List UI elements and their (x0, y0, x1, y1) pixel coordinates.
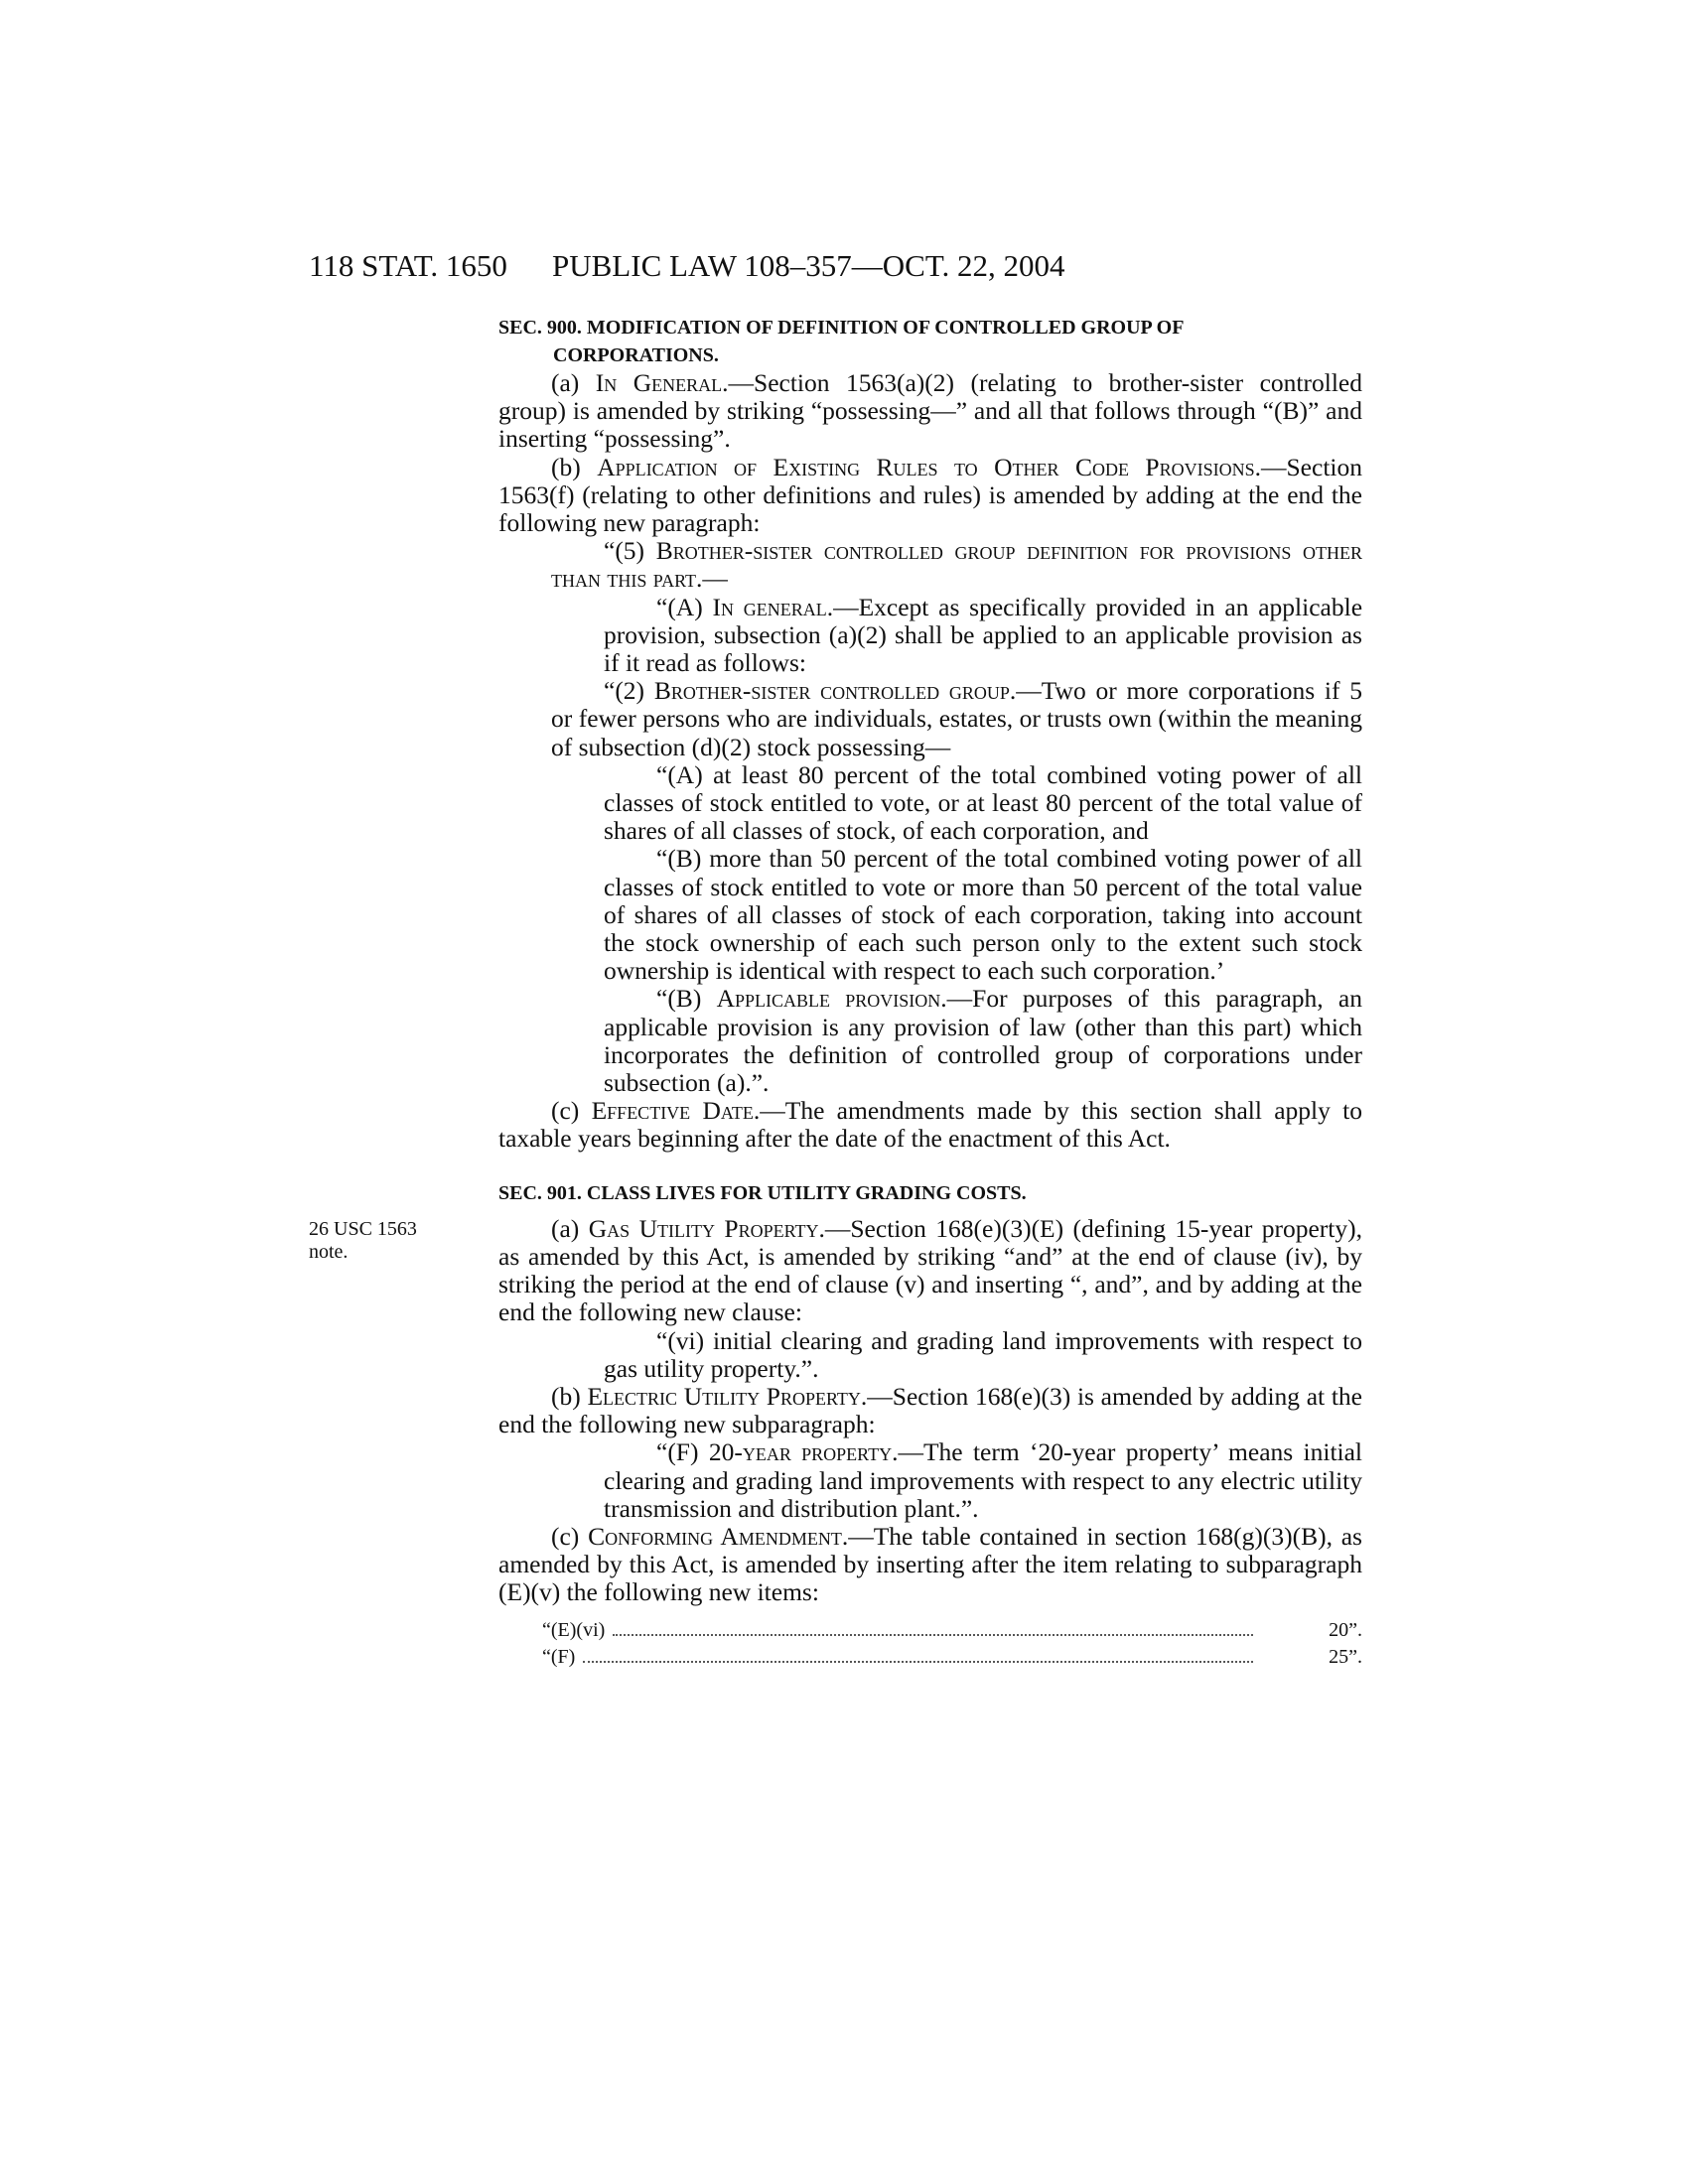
table-row (498, 1644, 1362, 1671)
sec900-quoted-paragraph-2 (498, 677, 1362, 761)
text: .—For purposes of this paragraph, an applicable provision is any provision of law (other than this part) which incorporates the definition of controlled group of corporations under subsection (a).”. (604, 984, 1362, 1098)
text: .—Section 168(e)(3)(E) (defining 15-year property), as amended by this Act, is amended by striking “and” at the end of clause (iv), by striking the period at the end of clause (v) and inserting “, and”, and by adding at the end the following new clause: (498, 1213, 1362, 1327)
class-life-table (498, 1617, 1362, 1671)
sec901-subsection-c (498, 1523, 1362, 1607)
sec900-subsection-c (498, 1097, 1362, 1153)
caption: Applicable provision (716, 984, 941, 1014)
sec900-subparagraph-B (498, 985, 1362, 1097)
stat-page-number: 118 STAT. 1650 (309, 248, 507, 283)
caption: In general (712, 592, 827, 621)
label: (c) (551, 1521, 589, 1551)
leader-dots (613, 1633, 1253, 1636)
running-head: PUBLIC LAW 108–357—OCT. 22, 2004 (552, 248, 1065, 283)
text: .—Two or more corporations if 5 or fewer persons who are individuals, estates, or trusts own (within the meaning of subsection (d)(2) stock possessing— (551, 676, 1362, 761)
caption: Gas Utility Property (588, 1213, 819, 1243)
caption: Brother-sister controlled group (653, 676, 1010, 706)
label: “(A) (656, 592, 713, 621)
caption: Conforming Amendment (588, 1521, 842, 1551)
table-row (498, 1617, 1362, 1644)
sec901-clause-vi: “(vi) initial clearing and grading land improvements with respect to gas utility property.”. (604, 1325, 1362, 1383)
sec900-subparagraph-A (498, 594, 1362, 678)
label: “(B) (656, 984, 717, 1014)
label: “(F) (656, 1437, 709, 1467)
table-item-value: 25”. (1329, 1645, 1362, 1668)
label: (c) (551, 1096, 592, 1126)
label: (a) (551, 368, 596, 397)
text: .—The term ‘20-year property’ means initial clearing and grading land improvements with respect to any electric utility transmission and distribution plant.”. (604, 1437, 1363, 1523)
text: .— (696, 564, 728, 594)
leader-dots (583, 1660, 1253, 1663)
text: .—Section 1563(a)(2) (relating to brother-sister controlled group) is amended by striking “possessing—” and all that follows through “(B)” and inserting “possessing”. (498, 368, 1362, 454)
sec900-quoted-A: “(A) at least 80 percent of the total combined voting power of all classes of stock entitled to vote, or at least 80 percent of the total value of shares of all classes of stock, of each corporation, and (604, 759, 1362, 846)
sec900-subsection-b (498, 454, 1362, 538)
section-900-heading-line2: CORPORATIONS. (553, 344, 719, 366)
label: (a) (551, 1213, 589, 1243)
section-900-heading-line1: SEC. 900. MODIFICATION OF DEFINITION OF CONTROLLED GROUP OF (498, 317, 1185, 339)
sec900-subsection-a (498, 369, 1362, 454)
section-900-heading (498, 314, 1362, 369)
label: “(5) (604, 536, 656, 566)
sec900-quoted-B: “(B) more than 50 percent of the total combined voting power of all classes of stock entitled to vote or more than 50 percent of the total value of shares of all classes of stock of each corporation, taking into account the stock ownership of each such person only to the extent such stock ownership is identical with respect to each such corporation.’ (604, 844, 1362, 986)
caption: 20-year property (708, 1437, 893, 1467)
label: (b) (551, 452, 598, 481)
caption: In General (595, 368, 723, 397)
label: “(2) (604, 676, 654, 706)
sec901-subsection-a (498, 1215, 1362, 1327)
label: (b) (551, 1381, 588, 1411)
document-body (498, 314, 1362, 1671)
table-item-label: “(F) (542, 1645, 576, 1668)
caption: Effective Date (591, 1096, 754, 1126)
sec900-paragraph-5 (498, 537, 1362, 593)
page-header (309, 248, 1361, 292)
sec901-subsection-b (498, 1383, 1362, 1438)
text: .—The table contained in section 168(g)(3)(B), as amended by this Act, is amended by inserting after the item relating to subparagraph (E)(v) the following new items: (498, 1521, 1362, 1607)
margin-note: 26 USC 1563 note. (309, 1218, 417, 1263)
table-item-value: 20”. (1329, 1618, 1362, 1641)
text: .—Except as specifically provided in an applicable provision, subsection (a)(2) shall be applied to an applicable provision as if it read as follows: (604, 592, 1363, 678)
text: .—Section 1563(f) (relating to other definitions and rules) is amended by adding at the end the following new paragraph: (498, 452, 1362, 538)
text: .—Section 168(e)(3) is amended by adding at the end the following new subparagraph: (498, 1381, 1362, 1439)
table-item-label: “(E)(vi) (542, 1618, 606, 1641)
text: .—The amendments made by this section shall apply to taxable years beginning after the date of the enactment of this Act. (498, 1096, 1362, 1154)
caption: Electric Utility Property (587, 1381, 861, 1411)
section-901-heading: SEC. 901. CLASS LIVES FOR UTILITY GRADING COSTS. (498, 1181, 1027, 1204)
sec901-subparagraph-F (498, 1438, 1362, 1523)
caption: Application of Existing Rules to Other Code Provisions (597, 452, 1255, 481)
caption: Brother-sister controlled group definition for provisions other than this part (551, 536, 1362, 594)
